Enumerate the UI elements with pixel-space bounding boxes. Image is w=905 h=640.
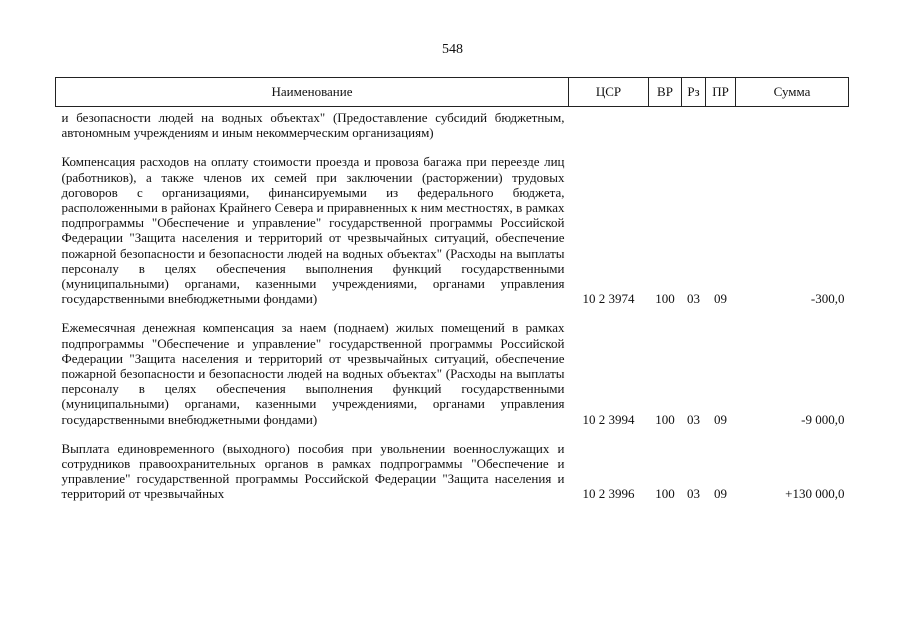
row-pr: 09 — [714, 411, 727, 427]
row-csr: 10 2 3994 — [582, 411, 635, 427]
table-header-row — [56, 78, 849, 107]
row-sum: -9 000,0 — [801, 411, 845, 427]
row-vr — [649, 107, 682, 141]
row-name: Компенсация расходов на оплату стоимости проезда и провоза багажа при переезде лиц (работников), а также членов их семей при заключении (расторжении) трудовых договоров с организациями, финансируемыми из федерального бюджета, расположенными в районах Крайнего Севера и приравненных к ним местностях, в рамках подпрограммы "Обеспечение и управление" государственной программы Российской Федерации "Защита населения и территорий от чрезвычайных ситуаций, обеспечение пожарной безопасности и безопасности людей на водных объектах" (Расходы на выплаты персоналу в целях обеспечения выполнения функций государственными (муниципальными) органами, казенными учреждениями, органами управления государственными внебюджетными фондами) — [61, 154, 565, 307]
header-rz: Рз — [682, 78, 706, 107]
header-name: Наименование — [56, 78, 569, 107]
row-sum — [736, 107, 849, 141]
row-sum: -300,0 — [810, 291, 845, 307]
page-number: 548 — [442, 42, 463, 57]
row-vr: 100 — [655, 291, 675, 307]
table-row — [56, 441, 849, 502]
row-csr: 10 2 3996 — [582, 486, 635, 502]
row-name-cell — [56, 107, 569, 141]
row-rz: 03 — [687, 411, 700, 427]
header-vr: ВР — [649, 78, 682, 107]
table-row — [56, 107, 849, 141]
row-name: и безопасности людей на водных объектах" (Предоставление субсидий бюджетным, автономным учреждениям и иным некоммерческим организациям) — [61, 110, 565, 141]
header-sum: Сумма — [736, 78, 849, 107]
row-pr: 09 — [714, 291, 727, 307]
header-pr: ПР — [706, 78, 736, 107]
table-row — [56, 320, 849, 426]
row-vr: 100 — [655, 411, 675, 427]
row-rz: 03 — [687, 291, 700, 307]
header-csr: ЦСР — [569, 78, 649, 107]
row-pr: 09 — [714, 486, 727, 502]
table-row — [56, 154, 849, 306]
row-vr: 100 — [655, 486, 675, 502]
row-name-cell — [56, 154, 569, 306]
row-name-cell — [56, 441, 569, 502]
row-rz: 03 — [687, 486, 700, 502]
row-rz — [682, 107, 706, 141]
row-csr — [569, 107, 649, 141]
row-name: Ежемесячная денежная компенсация за наем (поднаем) жилых помещений в рамках подпрограммы "Обеспечение и управление" государственной программы Российской Федерации "Защита населения и территорий от чрезвычайных ситуаций, обеспечение пожарной безопасности и безопасности людей на водных объектах" (Расходы на выплаты персоналу в целях обеспечения выполнения функций государственными (муниципальными) органами, казенными учреждениями, органами управления государственными внебюджетными фондами) — [61, 320, 565, 427]
row-name: Выплата единовременного (выходного) пособия при увольнении военнослужащих и сотрудников правоохранительных органов в рамках подпрограммы "Обеспечение и управление" государственной программы Российской Федерации "Защита населения и территорий от чрезвычайных — [61, 440, 565, 502]
row-sum: +130 000,0 — [785, 486, 845, 502]
row-name-cell — [56, 320, 569, 426]
row-pr — [706, 107, 736, 141]
budget-table — [55, 77, 849, 502]
row-csr: 10 2 3974 — [582, 291, 635, 307]
